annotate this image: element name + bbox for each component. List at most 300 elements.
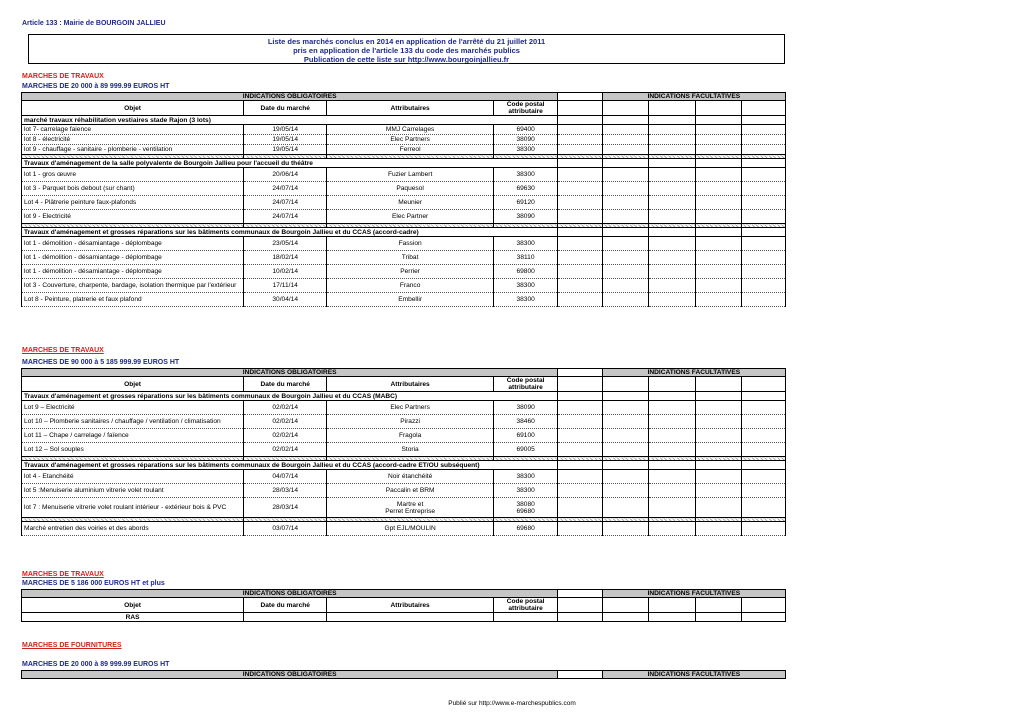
cell-optional <box>558 443 602 457</box>
cell-code-postal: 38110 <box>493 251 557 265</box>
section1-table <box>21 92 786 307</box>
section1-subheading: MARCHES DE 20 000 à 89 999.99 EUROS HT <box>22 83 170 90</box>
cell-objet: lot 7 : Menuiserie vitrerie volet roulant intérieur - extérieur bois & PVC <box>22 498 244 518</box>
cell-date: 28/03/14 <box>244 484 327 498</box>
cell-optional <box>741 265 786 279</box>
cell-optional <box>649 210 696 224</box>
cell-optional <box>558 401 602 415</box>
cell-objet: Lot 10 – Plomberie sanitaires / chauffage / ventilation / climatisation <box>22 415 244 429</box>
col-header-optional <box>602 598 649 613</box>
section3-table <box>21 589 786 622</box>
table-row <box>22 279 786 293</box>
cell-date: 19/05/14 <box>244 145 327 155</box>
cell-optional <box>558 470 602 484</box>
group-title-optional <box>602 228 649 237</box>
cell-optional <box>602 415 649 429</box>
cell-optional <box>649 613 696 622</box>
cell-optional <box>558 237 602 251</box>
band-row <box>22 590 786 598</box>
cell-optional <box>741 401 786 415</box>
cell-optional <box>649 251 696 265</box>
group-title-optional <box>695 461 741 470</box>
cell-objet: lot 8 - électricité <box>22 135 244 145</box>
cell-optional <box>602 279 649 293</box>
cell-optional <box>558 182 602 196</box>
cell-optional <box>602 196 649 210</box>
cell-optional <box>649 125 696 135</box>
title-line-2: pris en application de l'article 133 du code des marchés publics <box>293 46 520 55</box>
cell-date: 18/02/14 <box>244 251 327 265</box>
cell-objet: lot 3 - Couverture, charpente, bardage, isolation thermique par l'extérieur <box>22 279 244 293</box>
table-row <box>22 182 786 196</box>
cell-date: 19/05/14 <box>244 125 327 135</box>
cell-optional <box>602 470 649 484</box>
section4-heading: MARCHES DE FOURNITURES <box>22 642 122 649</box>
cell-optional <box>558 522 602 536</box>
title-line-3 <box>29 55 784 64</box>
cell-objet: Lot 11 – Chape / carrelage / faïence <box>22 429 244 443</box>
group-title-optional <box>695 116 741 125</box>
col-header-optional <box>558 598 602 613</box>
cell-optional <box>558 484 602 498</box>
cell-optional <box>327 613 494 622</box>
group-title: Travaux d'aménagement de la salle polyvalente de Bourgoin Jallieu pour l'accueil du théâtre <box>22 159 558 168</box>
cell-optional <box>695 196 741 210</box>
group-title-row <box>22 116 786 125</box>
col-header-attributaires: Attributaires <box>327 598 494 613</box>
group-title-optional <box>741 228 786 237</box>
col-header-code-postal: Code postal attributaire <box>493 377 557 392</box>
cell-optional <box>695 470 741 484</box>
cell-optional <box>493 613 557 622</box>
band-gap <box>558 671 602 679</box>
group-title-optional <box>602 461 649 470</box>
col-header-attributaires: Attributaires <box>327 377 494 392</box>
col-header-date: Date du marché <box>244 598 327 613</box>
cell-optional <box>695 415 741 429</box>
col-header-optional <box>695 598 741 613</box>
column-header-row <box>22 598 786 613</box>
cell-optional <box>558 251 602 265</box>
cell-objet: lot 9 - Electricité <box>22 210 244 224</box>
cell-ras: RAS <box>22 613 244 622</box>
cell-code-postal: 69120 <box>493 196 557 210</box>
cell-attributaire: Paquesol <box>327 182 494 196</box>
cell-objet: lot 1 - démolition - désamiantage - déplombage <box>22 265 244 279</box>
table-row <box>22 429 786 443</box>
cell-attributaire: Franco <box>327 279 494 293</box>
cell-attributaire: Tribat <box>327 251 494 265</box>
cell-date: 30/04/14 <box>244 293 327 307</box>
table-row <box>22 522 786 536</box>
cell-optional <box>602 182 649 196</box>
cell-optional <box>741 415 786 429</box>
cell-optional <box>695 279 741 293</box>
cell-optional <box>741 237 786 251</box>
cell-code-postal: 38300 <box>493 470 557 484</box>
cell-code-postal: 38300 <box>493 168 557 182</box>
cell-optional <box>695 145 741 155</box>
cell-objet: lot 9 - chauffage - sanitaire - plomberie - ventilation <box>22 145 244 155</box>
cell-optional <box>558 613 602 622</box>
cell-code-postal: 38300 <box>493 293 557 307</box>
group-title: Travaux d'aménagement et grosses réparations sur les bâtiments communaux de Bourgoin Jallieu et du CCAS (accord-cadre ET/OU subséquent) <box>22 461 558 470</box>
cell-optional <box>244 613 327 622</box>
cell-optional <box>741 484 786 498</box>
cell-optional <box>649 484 696 498</box>
group-title-row <box>22 159 786 168</box>
group-title-row <box>22 392 786 401</box>
cell-optional <box>741 168 786 182</box>
cell-attributaire: Embellir <box>327 293 494 307</box>
cell-optional <box>695 182 741 196</box>
col-header-optional <box>649 598 696 613</box>
cell-date: 20/06/14 <box>244 168 327 182</box>
cell-optional <box>649 168 696 182</box>
col-header-optional <box>602 377 649 392</box>
cell-objet: lot 1 - gros œuvre <box>22 168 244 182</box>
cell-optional <box>695 210 741 224</box>
table-row <box>22 251 786 265</box>
cell-date: 24/07/14 <box>244 196 327 210</box>
cell-optional <box>649 498 696 518</box>
cell-optional <box>558 135 602 145</box>
group-title-optional <box>695 159 741 168</box>
group-title-optional <box>602 392 649 401</box>
cell-optional <box>602 125 649 135</box>
table-row <box>22 210 786 224</box>
band-gap <box>558 369 602 377</box>
group-title-optional <box>741 116 786 125</box>
cell-optional <box>602 168 649 182</box>
cell-code-postal: 69100 <box>493 429 557 443</box>
cell-optional <box>602 613 649 622</box>
cell-attributaire: Storia <box>327 443 494 457</box>
group-title-optional <box>558 228 602 237</box>
group-title-optional <box>741 392 786 401</box>
section4-subheading: MARCHES DE 20 000 à 89 999.99 EUROS HT <box>22 661 170 668</box>
table-row <box>22 135 786 145</box>
cell-optional <box>741 522 786 536</box>
cell-objet: Lot 9 – Electricité <box>22 401 244 415</box>
cell-optional <box>741 196 786 210</box>
band-obligatoires: INDICATIONS OBLIGATOIRES <box>22 369 558 377</box>
cell-code-postal: 38090 <box>493 135 557 145</box>
cell-code-postal: 38300 <box>493 237 557 251</box>
cell-optional <box>741 443 786 457</box>
col-header-optional <box>649 101 696 116</box>
col-header-optional <box>741 101 786 116</box>
cell-date: 28/03/14 <box>244 498 327 518</box>
table-row <box>22 168 786 182</box>
cell-optional <box>741 293 786 307</box>
band-facultatives: INDICATIONS FACULTATIVES <box>602 590 785 598</box>
group-title-row <box>22 228 786 237</box>
cell-optional <box>695 135 741 145</box>
cell-date: 23/05/14 <box>244 237 327 251</box>
cell-attributaire: Elec Partners <box>327 401 494 415</box>
cell-optional <box>558 125 602 135</box>
section3-heading: MARCHES DE TRAVAUX <box>22 571 104 578</box>
cell-optional <box>602 265 649 279</box>
group-title-optional <box>602 116 649 125</box>
cell-optional <box>695 429 741 443</box>
band-facultatives: INDICATIONS FACULTATIVES <box>602 369 785 377</box>
cell-attributaire: Elec Partner <box>327 210 494 224</box>
cell-objet: Lot 12 – Sol souples <box>22 443 244 457</box>
cell-objet: lot 4 - Etanchéité <box>22 470 244 484</box>
title-pub-prefix: Publication de cette liste sur <box>303 55 408 64</box>
cell-objet: Lot 8 - Peinture, platrerie et faux plafond <box>22 293 244 307</box>
col-header-optional <box>649 377 696 392</box>
band-gap <box>558 93 602 101</box>
cell-code-postal: 38080 69680 <box>493 498 557 518</box>
cell-optional <box>695 168 741 182</box>
cell-optional <box>602 522 649 536</box>
cell-attributaire: Martre et Perret Entreprise <box>327 498 494 518</box>
cell-optional <box>695 401 741 415</box>
cell-attributaire: Noir étanchéité <box>327 470 494 484</box>
section3-subheading: MARCHES DE 5 186 000 EUROS HT et plus <box>22 580 165 587</box>
band-row <box>22 369 786 377</box>
group-title-optional <box>649 116 696 125</box>
ras-row <box>22 613 786 622</box>
cell-optional <box>649 415 696 429</box>
cell-optional <box>649 237 696 251</box>
cell-code-postal: 69400 <box>493 125 557 135</box>
group-title-optional <box>649 461 696 470</box>
cell-optional <box>741 498 786 518</box>
cell-optional <box>602 251 649 265</box>
cell-code-postal: 38090 <box>493 401 557 415</box>
cell-attributaire: Gpt EJL/MOULIN <box>327 522 494 536</box>
cell-optional <box>649 265 696 279</box>
section2-table <box>21 368 786 536</box>
col-header-objet: Objet <box>22 101 244 116</box>
band-row <box>22 671 786 679</box>
cell-optional <box>649 401 696 415</box>
table-row <box>22 145 786 155</box>
cell-attributaire: Fuzier Lambert <box>327 168 494 182</box>
cell-objet: lot 1 - démolition - désamiantage - déplombage <box>22 251 244 265</box>
cell-optional <box>695 498 741 518</box>
cell-attributaire: Meunier <box>327 196 494 210</box>
group-title-optional <box>695 228 741 237</box>
table-row <box>22 484 786 498</box>
col-header-date: Date du marché <box>244 101 327 116</box>
section2-subheading: MARCHES DE 90 000 à 5 185 999.99 EUROS HT <box>22 359 180 366</box>
col-header-optional <box>695 101 741 116</box>
cell-optional <box>695 613 741 622</box>
cell-optional <box>649 470 696 484</box>
cell-optional <box>741 145 786 155</box>
group-title: Travaux d'aménagement et grosses réparations sur les bâtiments communaux de Bourgoin Jallieu et du CCAS (accord-cadre) <box>22 228 558 237</box>
group-title-optional <box>649 228 696 237</box>
cell-optional <box>602 135 649 145</box>
cell-code-postal: 69005 <box>493 443 557 457</box>
group-title-optional <box>741 461 786 470</box>
group-title-optional <box>558 461 602 470</box>
band-obligatoires: INDICATIONS OBLIGATOIRES <box>22 590 558 598</box>
band-obligatoires: INDICATIONS OBLIGATOIRES <box>22 93 558 101</box>
cell-attributaire: Fragola <box>327 429 494 443</box>
bourgoin-link[interactable]: http://www.bourgoinjallieu.fr <box>407 55 510 64</box>
section4-table <box>21 670 786 679</box>
cell-optional <box>741 251 786 265</box>
col-header-date: Date du marché <box>244 377 327 392</box>
col-header-objet: Objet <box>22 598 244 613</box>
cell-optional <box>558 265 602 279</box>
cell-code-postal: 69630 <box>493 182 557 196</box>
cell-optional <box>695 251 741 265</box>
cell-optional <box>649 522 696 536</box>
band-obligatoires: INDICATIONS OBLIGATOIRES <box>22 671 558 679</box>
col-header-attributaires: Attributaires <box>327 101 494 116</box>
cell-optional <box>602 210 649 224</box>
cell-date: 04/07/14 <box>244 470 327 484</box>
col-header-optional <box>741 377 786 392</box>
cell-optional <box>558 196 602 210</box>
cell-optional <box>649 293 696 307</box>
cell-optional <box>602 429 649 443</box>
group-title-optional <box>602 159 649 168</box>
cell-optional <box>741 135 786 145</box>
cell-optional <box>558 168 602 182</box>
cell-optional <box>695 293 741 307</box>
cell-optional <box>695 125 741 135</box>
cell-attributaire: MMJ Carrelages <box>327 125 494 135</box>
section1-heading: MARCHES DE TRAVAUX <box>22 73 104 80</box>
table-row <box>22 237 786 251</box>
group-title-optional <box>649 159 696 168</box>
document-title <box>28 34 785 64</box>
cell-objet: lot 1 - démolition - désamiantage - déplombage <box>22 237 244 251</box>
cell-objet: lot 5 :Menuiserie aluminium vitrerie volet roulant <box>22 484 244 498</box>
table-row <box>22 415 786 429</box>
cell-date: 02/02/14 <box>244 429 327 443</box>
cell-optional <box>695 522 741 536</box>
cell-date: 10/02/14 <box>244 265 327 279</box>
cell-optional <box>695 237 741 251</box>
col-header-optional <box>558 377 602 392</box>
cell-attributaire: Pirazzi <box>327 415 494 429</box>
table-row <box>22 470 786 484</box>
cell-optional <box>695 443 741 457</box>
cell-optional <box>741 470 786 484</box>
cell-optional <box>558 210 602 224</box>
cell-date: 02/02/14 <box>244 415 327 429</box>
cell-date: 02/02/14 <box>244 401 327 415</box>
cell-objet: lot 3 - Parquet bois debout (sur chant) <box>22 182 244 196</box>
band-facultatives: INDICATIONS FACULTATIVES <box>602 93 785 101</box>
col-header-optional <box>558 101 602 116</box>
cell-optional <box>649 182 696 196</box>
cell-optional <box>602 498 649 518</box>
group-title-optional <box>558 392 602 401</box>
cell-optional <box>602 443 649 457</box>
cell-code-postal: 38460 <box>493 415 557 429</box>
group-title-optional <box>741 159 786 168</box>
cell-optional <box>558 293 602 307</box>
cell-optional <box>602 293 649 307</box>
cell-optional <box>558 429 602 443</box>
cell-optional <box>741 125 786 135</box>
table-row <box>22 293 786 307</box>
cell-optional <box>602 237 649 251</box>
group-title-optional <box>558 159 602 168</box>
cell-optional <box>649 135 696 145</box>
band-gap <box>558 590 602 598</box>
cell-optional <box>649 279 696 293</box>
cell-attributaire: Paccalin et BRM <box>327 484 494 498</box>
cell-optional <box>649 145 696 155</box>
cell-optional <box>649 443 696 457</box>
table-row <box>22 125 786 135</box>
col-header-code-postal: Code postal attributaire <box>493 598 557 613</box>
cell-code-postal: 38300 <box>493 279 557 293</box>
section2-heading: MARCHES DE TRAVAUX <box>22 347 104 354</box>
cell-attributaire: Elec Partners <box>327 135 494 145</box>
cell-optional <box>602 401 649 415</box>
cell-date: 19/05/14 <box>244 135 327 145</box>
col-header-optional <box>602 101 649 116</box>
group-title-optional <box>695 392 741 401</box>
cell-objet: lot 7- carrelage faience <box>22 125 244 135</box>
cell-optional <box>741 279 786 293</box>
cell-attributaire: Perrier <box>327 265 494 279</box>
cell-optional <box>558 498 602 518</box>
article-title: Article 133 : Mairie de BOURGOIN JALLIEU <box>22 20 166 27</box>
group-title-optional <box>649 392 696 401</box>
cell-optional <box>741 613 786 622</box>
col-header-code-postal: Code postal attributaire <box>493 101 557 116</box>
cell-optional <box>602 484 649 498</box>
cell-date: 02/02/14 <box>244 443 327 457</box>
group-title-optional <box>558 116 602 125</box>
table-row <box>22 443 786 457</box>
cell-optional <box>558 415 602 429</box>
cell-date: 24/07/14 <box>244 210 327 224</box>
cell-optional <box>695 484 741 498</box>
cell-optional <box>558 279 602 293</box>
cell-optional <box>695 265 741 279</box>
column-header-row <box>22 101 786 116</box>
group-title-row <box>22 461 786 470</box>
col-header-optional <box>695 377 741 392</box>
cell-objet: Lot 4 - Plâtrerie peinture faux-plafonds <box>22 196 244 210</box>
group-title: marché travaux réhabilitation vestiaires stade Rajon (3 lots) <box>22 116 558 125</box>
band-facultatives: INDICATIONS FACULTATIVES <box>602 671 785 679</box>
cell-code-postal: 38090 <box>493 210 557 224</box>
cell-code-postal: 38300 <box>493 145 557 155</box>
cell-attributaire: Ferreol <box>327 145 494 155</box>
cell-date: 24/07/14 <box>244 182 327 196</box>
cell-optional <box>649 429 696 443</box>
footer-publication: Publié sur http://www.e-marchespublics.com <box>448 700 576 707</box>
col-header-objet: Objet <box>22 377 244 392</box>
cell-date: 17/11/14 <box>244 279 327 293</box>
cell-optional <box>558 145 602 155</box>
cell-optional <box>741 210 786 224</box>
table-row <box>22 265 786 279</box>
column-header-row <box>22 377 786 392</box>
table-row <box>22 196 786 210</box>
cell-code-postal: 69800 <box>493 265 557 279</box>
cell-optional <box>649 196 696 210</box>
cell-objet: Marché entretien des voiries et des abords <box>22 522 244 536</box>
col-header-optional <box>741 598 786 613</box>
table-row <box>22 401 786 415</box>
